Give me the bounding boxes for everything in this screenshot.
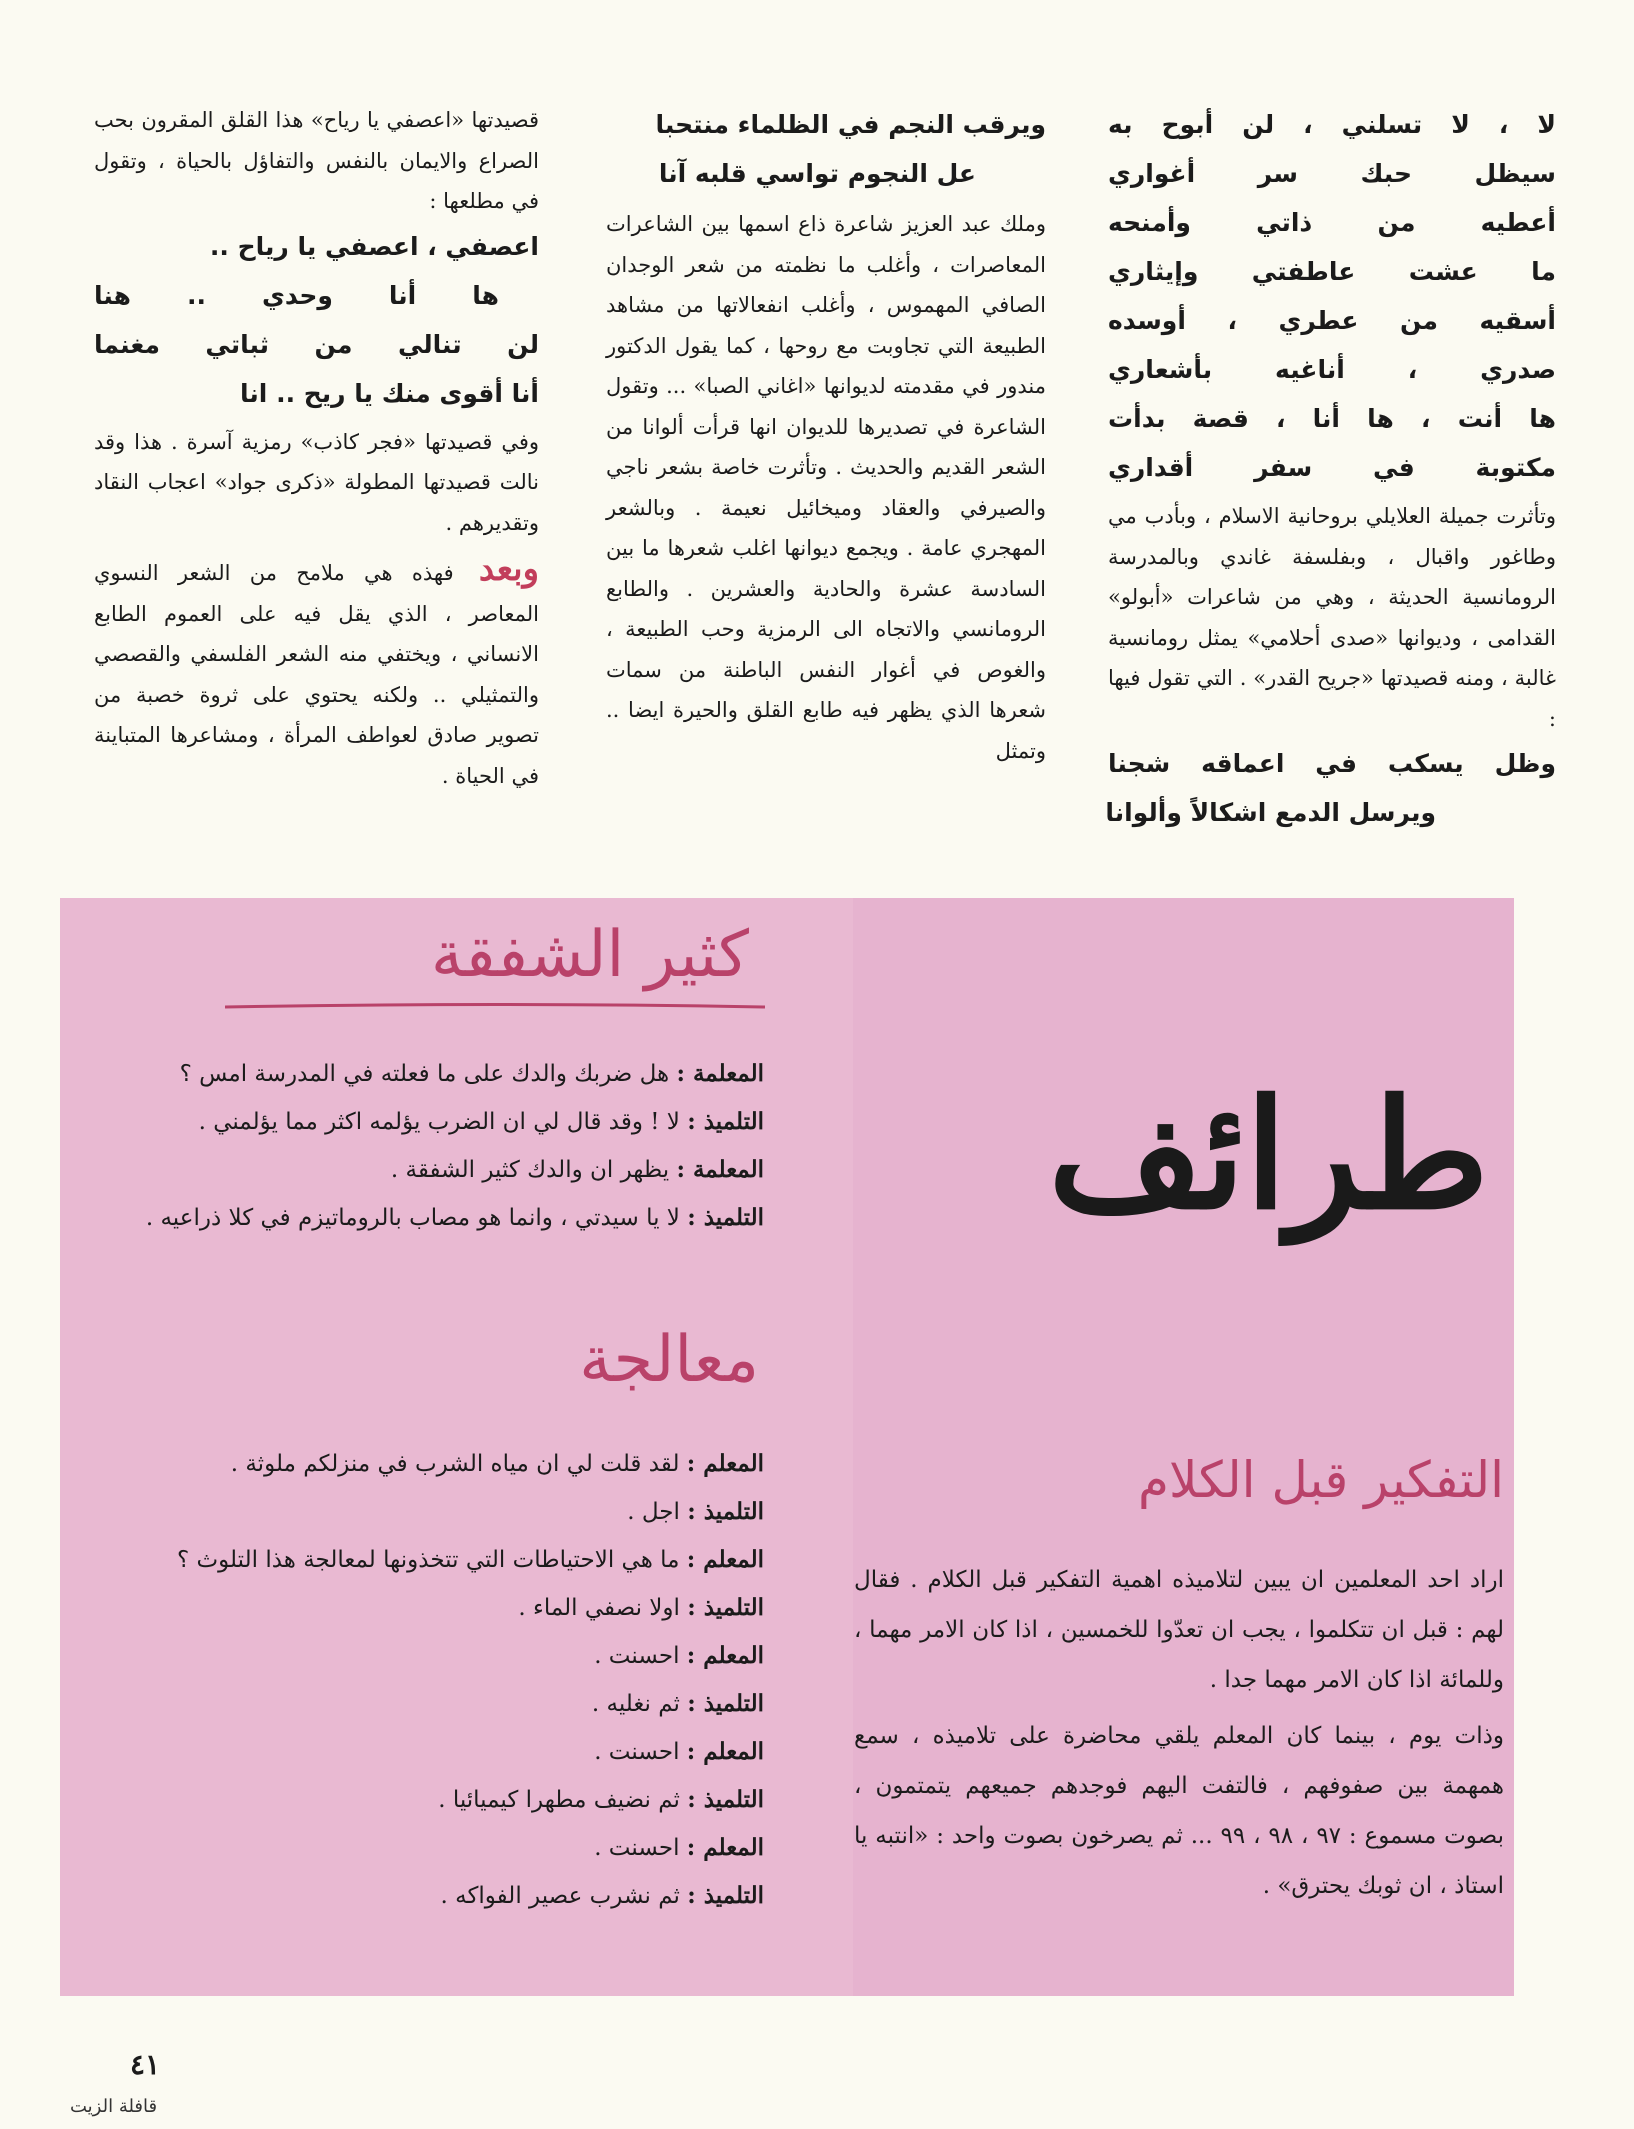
speaker-label: المعلم : [686, 1546, 764, 1573]
dialogue-line [134, 1872, 764, 1920]
joke-title: معالجة [579, 1323, 759, 1397]
poem-line: أعطيه من ذاتي وأمنحه [1108, 208, 1556, 237]
section-title: طرائف [1048, 1067, 1489, 1243]
lead-word: وبعد [478, 549, 539, 589]
dialogue-text: احسنت . [594, 1835, 680, 1861]
dialogue-line [134, 1824, 764, 1872]
poem-line: وظل يسكب في اعماقه شجنا [1108, 749, 1556, 778]
article-column-3 [94, 100, 539, 796]
dialogue-text: ثم نغليه . [591, 1691, 680, 1717]
poem-line: لن تنالي من ثباتي مغنما [94, 329, 539, 359]
dialogue-text: لا ! وقد قال لي ان الضرب يؤلمه اكثر مما يؤلمني . [198, 1109, 680, 1135]
dialogue-text: ثم نشرب عصير الفواكه . [440, 1883, 680, 1909]
poem-line: أنا أقوى منك يا ريح .. انا [240, 378, 539, 408]
dialogue-text: لقد قلت لي ان مياه الشرب في منزلكم ملوثة . [230, 1451, 680, 1477]
speaker-label: المعلم : [686, 1834, 764, 1861]
paragraph: وملك عبد العزيز شاعرة ذاع اسمها بين الشاعرات المعاصرات ، وأغلب ما نظمته من شعر الوجدان الصافي المهموس ، وأغلب انفعالاتها من مشاهد الطبيعة التي تجاوبت مع روحها ، كما يقول الدكتور مندور في مقدمته لديوانها «اغاني الصبا» ... وتقول الشاعرة في تصديرها للديوان انها قرأت ألوانا من الشعر القديم والحديث . وتأثرت خاصة بشعر ناجي والصيرفي والعقاد وميخائيل نعيمة . وبالشعر المهجري عامة . ويجمع ديوانها اغلب شعرها ما بين السادسة عشرة والحادية والعشرين . والطابع الرومانسي والاتجاه الى الرمزية وحب الطبيعة ، والغوص في أغوار النفس الباطنة من سمات شعرها الذي يظهر فيه طابع القلق والحيرة ايضا .. وتمثل [606, 212, 1046, 763]
poem-line: صدري ، أناغيه بأشعاري [1108, 355, 1556, 384]
article-column-1 [1105, 100, 1556, 837]
dialogue-text: احسنت . [594, 1643, 680, 1669]
dialogue-line [134, 1776, 764, 1824]
poem-line: ويرقب النجم في الظلماء منتحبا [655, 110, 1046, 139]
dialogue-line [134, 1728, 764, 1776]
poem-line: مكتوبة في سفر أقداري [1108, 453, 1556, 482]
joke-2-dialogue [134, 1440, 764, 1920]
dialogue-text: اجل . [627, 1499, 680, 1525]
joke-1-dialogue [134, 1050, 764, 1242]
dialogue-text: ما هي الاحتياطات التي تتخذونها لمعالجة هذا التلوث ؟ [177, 1547, 680, 1573]
dialogue-line [134, 1194, 764, 1242]
dialogue-line [134, 1584, 764, 1632]
poem-line: لا ، لا تسلني ، لن أبوح به [1108, 110, 1556, 139]
paragraph-text: فهذه هي ملامح من الشعر النسوي المعاصر ، الذي يقل فيه على العموم الطابع الانساني ، ويختفي منه الشعر الفلسفي والقصصي والتمثيلي .. ولكنه يحتوي على ثروة خصبة من تصوير صادق لعواطف المرأة ، ومشاعرها المتباينة في الحياة . [94, 561, 539, 788]
speaker-label: التلميذ : [687, 1594, 764, 1621]
dialogue-line [134, 1146, 764, 1194]
speaker-label: التلميذ : [687, 1690, 764, 1717]
dialogue-text: هل ضربك والدك على ما فعلته في المدرسة امس ؟ [179, 1061, 670, 1087]
poem-line: عل النجوم تواسي قلبه آنا [658, 159, 976, 188]
speaker-label: المعلم : [686, 1642, 764, 1669]
poem-line: ها أنا وحدي .. هنا [94, 280, 499, 310]
paragraph: وذات يوم ، بينما كان المعلم يلقي محاضرة على تلاميذه ، سمع همهمة بين صفوفهم ، فالتفت اليهم فوجدهم جميعهم يتمتمون ، بصوت مسموع : ٩٧ ، ٩٨ ، ٩٩ ... ثم يصرخون بصوت واحد : «انتبه يا استاذ ، ان ثوبك يحترق» . [854, 1723, 1505, 1899]
page-number: ٤١ [130, 2048, 161, 2081]
poem-line: أسقيه من عطري ، أوسده [1108, 306, 1556, 335]
speaker-label: المعلم : [686, 1450, 764, 1477]
paragraph: وفي قصيدتها «فجر كاذب» رمزية آسرة . هذا وقد نالت قصيدتها المطولة «ذكرى جواد» اعجاب النقاد وتقديرهم . [94, 429, 539, 535]
dialogue-line [134, 1098, 764, 1146]
title-underline [225, 1000, 765, 1014]
poem-line: اعصفي ، اعصفي يا رياح .. [209, 231, 539, 261]
joke-title: التفكير قبل الكلام [1138, 1451, 1504, 1509]
speaker-label: التلميذ : [687, 1108, 764, 1135]
dialogue-text: لا يا سيدتي ، وانما هو مصاب بالروماتيزم في كلا ذراعيه . [145, 1205, 680, 1231]
dialogue-text: اولا نصفي الماء . [518, 1595, 680, 1621]
dialogue-line [134, 1440, 764, 1488]
paragraph [94, 549, 539, 796]
poem-line: ها أنت ، ها أنا ، قصة بدأت [1108, 404, 1556, 433]
joke-title: كثير الشفقة [430, 918, 749, 992]
dialogue-text: احسنت . [594, 1739, 680, 1765]
joke-3-text [854, 1555, 1504, 1911]
article-column-2 [606, 100, 1046, 771]
speaker-label: المعلمة : [676, 1060, 764, 1087]
paragraph: قصيدتها «اعصفي يا رياح» هذا القلق المقرون بحب الصراع والايمان بالنفس والتفاؤل بالحياة ، وتقول في مطلعها : [94, 108, 539, 213]
speaker-label: التلميذ : [687, 1498, 764, 1525]
dialogue-line [134, 1632, 764, 1680]
speaker-label: التلميذ : [687, 1786, 764, 1813]
speaker-label: التلميذ : [687, 1882, 764, 1909]
dialogue-line [134, 1050, 764, 1098]
poem-line: سيظل حبك سر أغواري [1108, 159, 1556, 188]
poem-line: ما عشت عاطفتي وإيثاري [1108, 257, 1556, 286]
speaker-label: المعلمة : [676, 1156, 764, 1183]
paragraph: وتأثرت جميلة العلايلي بروحانية الاسلام ، وبأدب مي وطاغور واقبال ، وبفلسفة غاندي وبالمدرسة الرومانسية الحديثة ، وهي من شاعرات «أبولو» القدامى ، وديوانها «صدى أحلامي» يمثل رومانسية غالبة ، ومنه قصيدتها «جريح القدر» . التي تقول فيها : [1108, 504, 1556, 731]
speaker-label: المعلم : [686, 1738, 764, 1765]
speaker-label: التلميذ : [687, 1204, 764, 1231]
dialogue-text: ثم نضيف مطهرا كيميائيا . [438, 1787, 680, 1813]
dialogue-text: يظهر ان والدك كثير الشفقة . [390, 1157, 670, 1183]
poem-line: ويرسل الدمع اشكالاً وألوانا [1105, 798, 1436, 827]
paragraph: اراد احد المعلمين ان يبين لتلاميذه اهمية التفكير قبل الكلام . فقال لهم : قبل ان تتكلموا ، يجب ان تعدّوا للخمسين ، اذا كان الامر مهما ، وللمائة اذا كان الامر مهما جدا . [854, 1567, 1504, 1693]
dialogue-line [134, 1680, 764, 1728]
dialogue-line [134, 1488, 764, 1536]
dialogue-line [134, 1536, 764, 1584]
magazine-name: قافلة الزيت [70, 2096, 158, 2117]
